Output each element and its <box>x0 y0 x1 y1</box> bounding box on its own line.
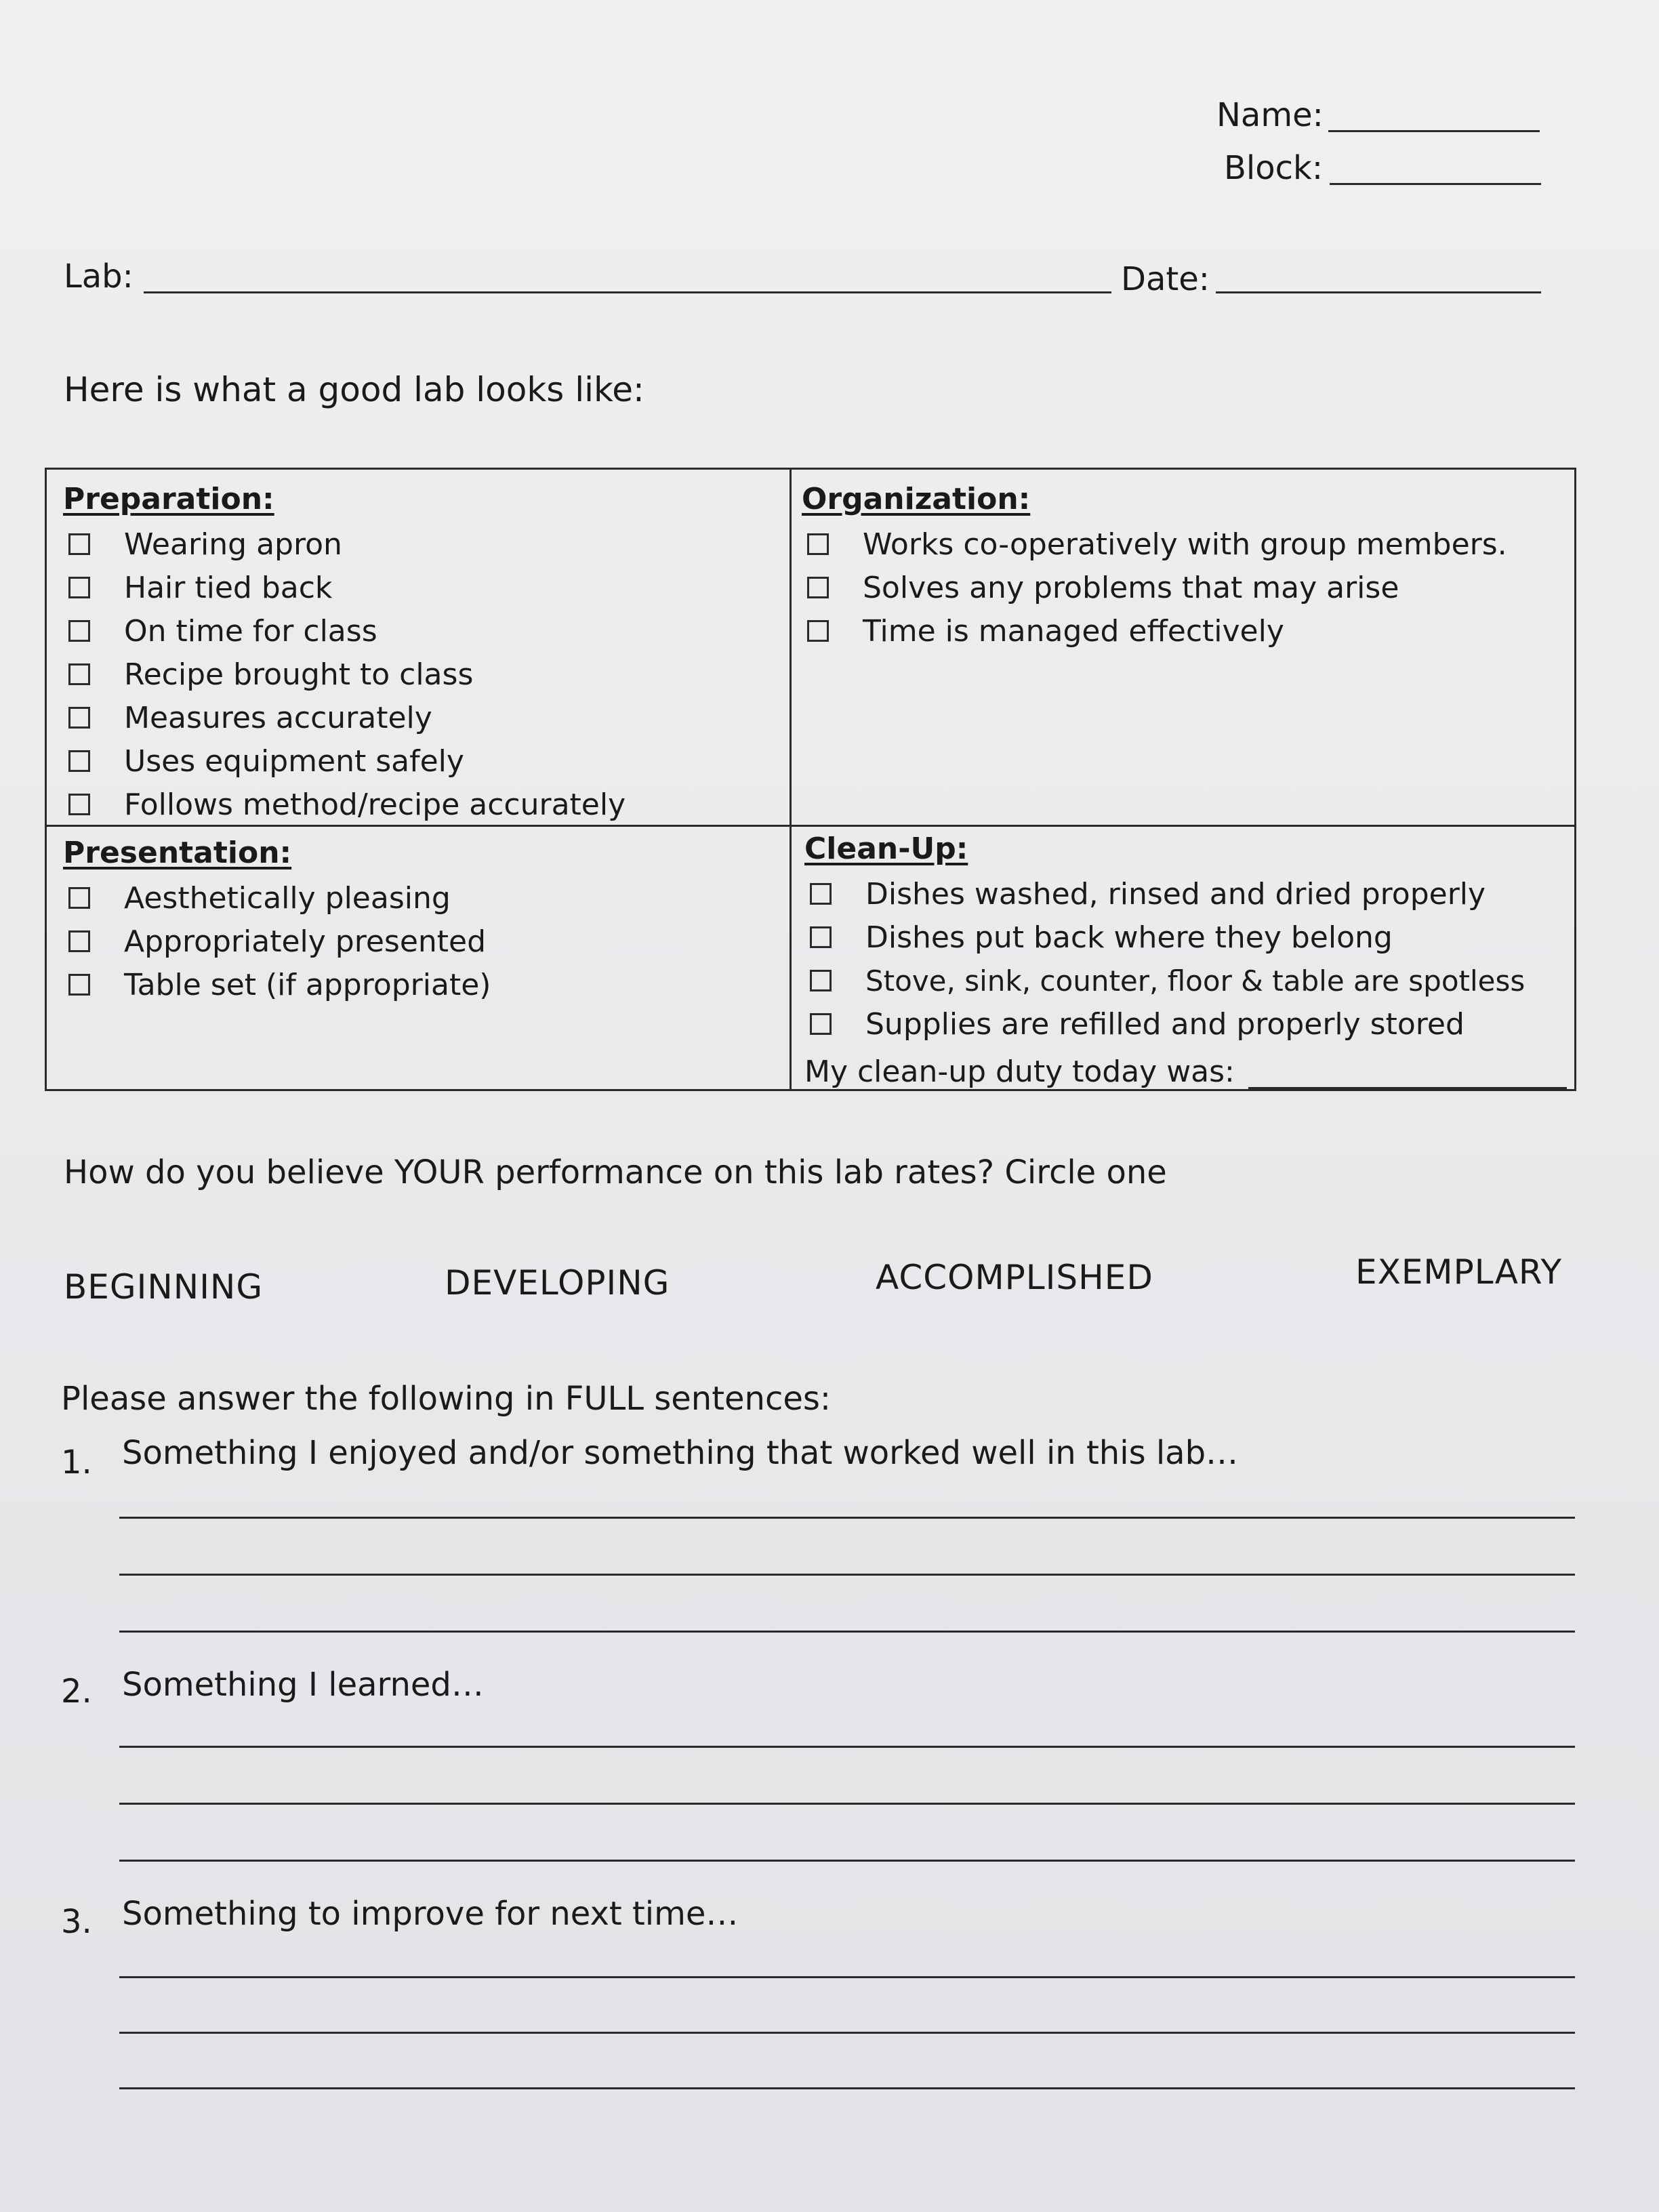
checklist-item[interactable]: Measures accurately <box>63 696 626 739</box>
answer-line[interactable] <box>119 1803 1575 1805</box>
preparation-cell <box>63 482 626 826</box>
organization-title: Organization: <box>802 482 1031 516</box>
reflection-instructions: Please answer the following in FULL sentences: <box>61 1380 832 1418</box>
rating-option-beginning[interactable]: BEGINNING <box>64 1267 264 1307</box>
rating-option-developing[interactable]: DEVELOPING <box>445 1263 670 1303</box>
answer-line[interactable] <box>119 1746 1575 1748</box>
checklist-item[interactable]: Recipe brought to class <box>63 653 626 696</box>
question-text: Something to improve for next time… <box>122 1895 739 1933</box>
checkbox[interactable] <box>807 533 829 555</box>
answer-line[interactable] <box>119 1976 1575 1978</box>
checklist-item[interactable]: Dishes put back where they belong <box>804 916 1567 959</box>
checkbox[interactable] <box>68 794 90 815</box>
name-field[interactable] <box>1328 130 1540 132</box>
block-label: Block: <box>1224 149 1323 187</box>
lab-checklist-table <box>45 468 1576 1091</box>
checkbox[interactable] <box>68 750 90 772</box>
question-number: 3. <box>61 1903 92 1941</box>
checkbox[interactable] <box>810 1013 832 1035</box>
checkbox[interactable] <box>68 930 90 952</box>
block-field[interactable] <box>1330 183 1541 185</box>
checkbox[interactable] <box>68 707 90 729</box>
checklist-item[interactable]: Table set (if appropriate) <box>63 963 491 1006</box>
checklist-item[interactable]: Wearing apron <box>63 523 626 566</box>
answer-line[interactable] <box>119 2032 1575 2034</box>
answer-line[interactable] <box>119 1574 1575 1576</box>
lab-field[interactable] <box>144 291 1111 293</box>
answer-line[interactable] <box>119 1517 1575 1519</box>
checkbox[interactable] <box>810 926 832 948</box>
answer-line[interactable] <box>119 1860 1575 1862</box>
presentation-cell <box>63 838 491 1006</box>
checklist-item[interactable]: Works co-operatively with group members. <box>802 523 1507 566</box>
checklist-item[interactable]: Appropriately presented <box>63 920 491 963</box>
cleanup-duty-label: My clean-up duty today was: <box>804 1054 1235 1089</box>
rating-question: How do you believe YOUR performance on this lab rates? Circle one <box>64 1153 1167 1191</box>
column-divider <box>790 470 792 1089</box>
checklist-item[interactable]: Follows method/recipe accurately <box>63 783 626 826</box>
organization-cell <box>802 482 1507 653</box>
answer-line[interactable] <box>119 2087 1575 2089</box>
checklist-item[interactable]: On time for class <box>63 609 626 653</box>
cleanup-duty-field[interactable] <box>1248 1067 1567 1089</box>
checkbox[interactable] <box>810 883 832 905</box>
date-label: Date: <box>1121 260 1210 298</box>
question-number: 2. <box>61 1673 92 1711</box>
checklist-item[interactable]: Supplies are refilled and properly stored <box>804 1002 1567 1046</box>
cleanup-duty-row <box>804 1046 1567 1089</box>
question-text: Something I learned… <box>122 1666 484 1704</box>
question-text: Something I enjoyed and/or something that worked well in this lab… <box>122 1434 1239 1472</box>
checkbox[interactable] <box>810 970 832 991</box>
checklist-item[interactable]: Solves any problems that may arise <box>802 566 1507 609</box>
presentation-title: Presentation: <box>63 836 292 870</box>
preparation-title: Preparation: <box>63 482 274 516</box>
checklist-item[interactable]: Aesthetically pleasing <box>63 876 491 920</box>
checkbox[interactable] <box>807 577 829 598</box>
lab-label: Lab: <box>64 258 134 295</box>
question-number: 1. <box>61 1443 92 1481</box>
checklist-item[interactable]: Time is managed effectively <box>802 609 1507 653</box>
checkbox[interactable] <box>68 663 90 685</box>
checkbox[interactable] <box>68 577 90 598</box>
cleanup-title: Clean-Up: <box>804 832 968 866</box>
checklist-item[interactable]: Dishes washed, rinsed and dried properly <box>804 872 1567 916</box>
checkbox[interactable] <box>68 974 90 996</box>
checkbox[interactable] <box>807 620 829 642</box>
intro-text: Here is what a good lab looks like: <box>64 370 644 409</box>
checkbox[interactable] <box>68 887 90 909</box>
answer-line[interactable] <box>119 1631 1575 1633</box>
checkbox[interactable] <box>68 533 90 555</box>
name-label: Name: <box>1216 96 1324 134</box>
rating-option-exemplary[interactable]: EXEMPLARY <box>1355 1252 1563 1292</box>
checklist-item[interactable]: Stove, sink, counter, floor & table are spotless <box>804 959 1567 1002</box>
cleanup-cell <box>804 834 1567 1089</box>
rating-option-accomplished[interactable]: ACCOMPLISHED <box>876 1258 1153 1297</box>
date-field[interactable] <box>1216 291 1541 293</box>
checklist-item[interactable]: Uses equipment safely <box>63 739 626 783</box>
checkbox[interactable] <box>68 620 90 642</box>
checklist-item[interactable]: Hair tied back <box>63 566 626 609</box>
